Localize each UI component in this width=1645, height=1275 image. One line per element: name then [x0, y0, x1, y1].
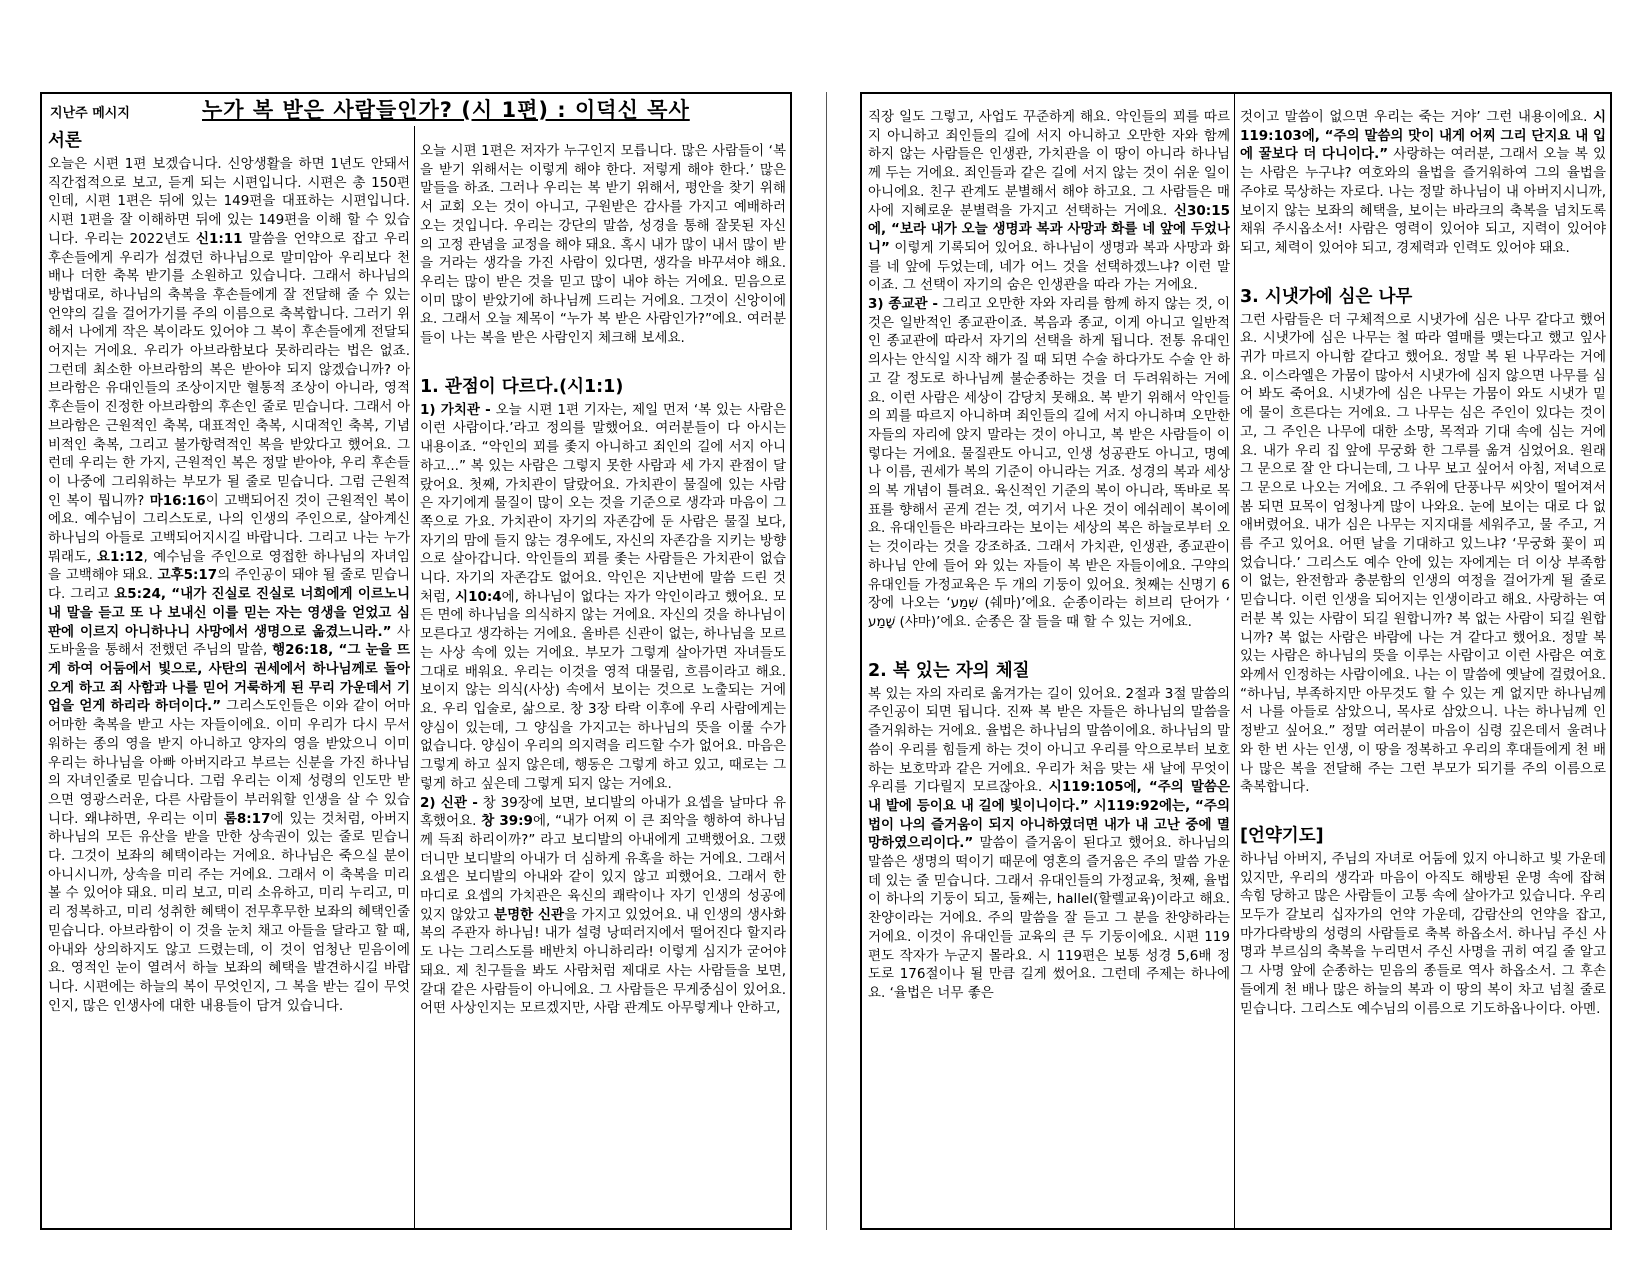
column3-paragraph: 직장 일도 그렇고, 사업도 꾸준하게 해요. 악인들의 꾀를 따르지 아니하고 죄인들의 길에 서지 아니하고 오만한 자와 함께 하지 않는 사람들은 인생관, 가치관을 이 땅이 아니라 하나님께 두는 거에요. 죄인들과 같은 길에 서지 않는 것이 쉬운 일이 아니에요. 친구 관계도 분별해서 해야 하고요. 그 사람들은 매사에 지혜로운 분별력을 가지고 선택하는 거에요. 신30:15에, “보라 내가 오늘 생명과 복과 사망과 화를 네 앞에 두었나니” 이렇게 기록되어 있어요. 하나님이 생명과 복과 사망과 화를 네 앞에 두었는데, 네가 어느 것을 선택하겠느냐? 이런 말이죠. 그 선택이 자기의 숨은 인생관을 따라 가는 거에요.	[868, 109, 1230, 294]
theology-paragraph: 2) 신관 - 창 39장에 보면, 보디발의 아내가 요셉을 날마다 유혹했어요. 창 39:9에, “내가 어찌 이 큰 죄악을 행하여 하나님께 득죄 하리이까?” 라고 보디발의 아내에게 고백했어요. 그랬더니만 보디발의 아내가 더 심하게 유혹을 하는 거에요. 그래서 요셉은 보디발의 아내와 같이 있지 않고 피했어요. 그래서 한 마디로 요셉의 가치관은 육신의 쾌락이나 자기 인생의 성공에 있지 않았고 분명한 신관을 가지고 있었어요. 내 인생의 생사화복의 주관자 하나님! 내가 설령 낭떠러지에서 떨어진다 할지라도 나는 그리스도를 배반치 아니하리라! 이렇게 심지가 굳어야 돼요. 제 친구들을 봐도 사람처럼 제대로 사는 사람들을 보면, 갈대 같은 사람들이 아니에요. 그 사람들은 무게중심이 있어요. 어떤 사상인지는 모르겠지만, 사람 관계도 아무렇게나 안하고,	[420, 794, 786, 1017]
heading-prayer: [언약기도]	[1240, 825, 1324, 846]
left-page	[40, 92, 792, 1230]
column2-intro-paragraph: 오늘 시편 1편은 저자가 누구인지 모릅니다. 많은 사람들이 ‘복을 받기 위해서는 이렇게 해야 한다. 저렇게 해야 한다.’ 많은 말들을 하죠. 그러나 우리는 복 받기 위해서, 평안을 찾기 위해서 교회 오는 것이 아니고, 구원받은 감사를 가지고 예배하러 오는 것입니다. 우리는 강단의 말씀, 성경을 통해 잘못된 자신의 고정 관념을 교정을 해야 돼요. 혹시 내가 많이 내서 많이 받을 거라는 생각을 가진 사람이 있다면, 생각을 바꾸셔야 해요. 우리는 많이 받은 것을 믿고 많이 내야 하는 거에요. 믿음으로 이미 많이 받았기에 하나님께 드리는 거에요. 그것이 신앙이에요. 그래서 오늘 제목이 “누가 복 받은 사람인가?”에요. 여러분들이 나는 복을 받은 사람인지 체크해 보세요.	[420, 143, 786, 347]
heading-section-3: 3. 시냇가에 심은 나무	[1240, 286, 1413, 307]
values-paragraph: 1) 가치관 - 오늘 시편 1편 기자는, 제일 먼저 ‘복 있는 사람은 이런 사람이다.’라고 정의를 말했어요. 여러분들이 다 아시는 내용이죠. “악인의 꾀를 좇지 아니하고 죄인의 길에 서지 아니하고...” 복 있는 사람은 그렇지 못한 사람과 세 가지 관점이 달랐어요. 첫째, 가치관이 달랐어요. 가치관이 물질에 있는 사람은 자기에게 물질이 많이 오는 것을 기준으로 생각과 마음이 그 쪽으로 가요. 가치관이 자기의 자존감에 둔 사람은 물질 보다, 자기의 맘에 들지 않는 경우에도, 자신의 자존감을 지키는 방향으로 살아갑니다. 악인들의 꾀를 좇는 사람들은 가치관이 없습니다. 자기의 자존감도 없어요. 악인은 지난번에 말씀 드린 것처럼, 시10:4에, 하나님이 없다는 자가 악인이라고 했어요. 모든 면에 하나님을 의식하지 않는 거에요. 자신의 것을 하나님이 모른다고 생각하는 거에요. 올바른 신관이 없는, 하나님을 모르는 사상 속에 있는 거에요. 부모가 그렇게 살아가면 자녀들도 그대로 배워요. 우리는 이것을 영적 대물림, 흐름이라고 해요. 보이지 않는 의식(사상) 속에서 보이는 것으로 노출되는 거에요. 우리 입술로, 삶으로. 창 3장 타락 이후에 우리 사람에게는 양심이 있는데, 그 양심을 가지고는 하나님의 뜻을 이룰 수가 없습니다. 양심이 우리의 의지력을 리드할 수가 없어요. 마음은 그렇게 하고 싶지 않은데, 행동은 그렇게 하고 있고, 때로는 그렇게 하고 싶은데 그렇게 되지 않는 거에요.	[420, 401, 786, 792]
intro-paragraph: 오늘은 시편 1편 보겠습니다. 신앙생활을 하면 1년도 안돼서 직간접적으로 보고, 듣게 되는 시편입니다. 시편은 총 150편인데, 시편 1편은 뒤에 있는 149편을 대표하는 시편입니다. 시편 1편을 잘 이해하면 뒤에 있는 149편을 이해 할 수 있습니다. 우리는 2022년도 신1:11 말씀을 언약으로 잡고 우리 후손들에게 우리가 섬겼던 하나님으로 말미암아 우리보다 천 배나 더한 축복 받기를 소원하고 있습니다. 그래서 하나님의 방법대로, 하나님의 축복을 후손들에게 잘 전달해 줄 수 있는 언약의 길을 걸어가기를 주의 이름으로 축복합니다. 그러기 위해서 나에게 작은 복이라도 있어야 그 복이 후손들에게 전달되어지는 거에요. 우리가 아브라함보다 못하리라는 법은 없죠. 그런데 최소한 아브라함의 복은 받아야 되지 않겠습니까? 아브라함은 유대인들의 조상이지만 혈통적 조상이 아니라, 영적 후손들이 진정한 아브라함의 후손인 줄로 믿습니다. 그래서 아브라함은 근원적인 축복, 대표적인 축복, 시대적인 축복, 기념비적인 축복, 그리고 불가항력적인 복을 받았다고 했어요. 그런데 우리는 한 가지, 근원적인 복은 정말 받아야, 우리 후손들이 나중에 그리워하는 부모가 될 줄로 믿습니다. 그럼 근원적인 복이 뭡니까? 마16:16이 고백되어진 것이 근원적인 복이에요. 예수님이 그리스도로, 나의 인생의 주인으로, 살아계신 하나님의 아들로 고백되어지시길 바랍니다. 그리고 나는 누가 뭐래도, 요1:12, 예수님을 주인으로 영접한 하나님의 자녀임을 고백해야 돼요. 고후5:17의 주인공이 돼야 될 줄로 믿습니다. 그리고 요5:24, “내가 진실로 진실로 너희에게 이르노니 내 말을 듣고 또 나 보내신 이를 믿는 자는 영생을 얻었고 심판에 이르지 아니하나니 사망에서 생명으로 옮겼느니라.” 사도바울을 통해서 전했던 주님의 말씀, 행26:18, “그 눈을 뜨게 하여 어둠에서 빛으로, 사탄의 권세에서 하나님께로 돌아오게 하고 죄 사함과 나를 믿어 거룩하게 된 무리 가운데서 기업을 얻게 하리라 하더이다.” 그리스도인들은 이와 같이 어마어마한 축복을 받고 사는 자들이에요. 이미 우리가 다시 무서워하는 종의 영을 받지 아니하고 양자의 영을 받았으니 이미 우리는 하나님을 아빠 아버지라고 부르는 신분을 가진 하나님의 자녀인줄로 믿습니다. 그럼 우리는 이제 성령의 인도만 받으면 영광스러운, 다른 사람들이 부러워할 인생을 살 수 있습니다. 왜냐하면, 우리는 이미 롬8:17에 있는 것처럼, 아버지 하나님의 모든 유산을 받을 만한 상속권이 있는 줄로 믿습니다. 그것이 보좌의 혜택이라는 거에요. 하나님은 죽으실 분이 아니시니까, 상속을 미리 주는 거에요. 그래서 이 축복을 미리 볼 수 있어야 돼요. 미리 보고, 미리 소유하고, 미리 누리고, 미리 정복하고, 미리 성취한 혜택이 전무후무한 보좌의 혜택인줄 믿습니다. 아브라함이 이 것을 눈치 채고 아들을 달라고 할 때, 아내와 상의하지도 않고 드렸는데, 이 것이 엄청난 믿음이에요. 영적인 눈이 열려서 하늘 보좌의 혜택을 발견하시길 바랍니다. 시편에는 하늘의 복이 무엇인지, 그 복을 받는 길이 무엇인지, 많은 인생사에 대한 내용들이 담겨 있습니다.	[48, 156, 410, 1014]
column-1	[48, 130, 410, 1228]
page-divider	[826, 92, 827, 1230]
right-page	[860, 92, 1612, 1230]
heading-section-1: 1. 관점이 다르다.(시1:1)	[420, 376, 624, 397]
heading-section-2: 2. 복 있는 자의 체질	[868, 660, 1030, 681]
column-divider	[414, 126, 415, 1228]
column-3	[868, 108, 1230, 1226]
column4-paragraph: 것이고 말씀이 없으면 우리는 죽는 거야’ 그런 내용이에요. 시119:103에, “주의 말씀의 맛이 내게 어찌 그리 단지요 내 입에 꿀보다 더 다니이다.” 사랑하는 여러분, 그래서 오늘 복 있는 사람은 누구냐? 여호와의 율법을 즐거워하여 그의 율법을 주야로 묵상하는 자로다. 나는 정말 하나님이 내 아버지시니까, 보이지 않는 보좌의 혜택을, 보이는 바라크의 축복을 넘치도록 채워 주시옵소서! 사람은 영력이 있어야 되고, 지력이 있어야 되고, 체력이 있어야 되고, 경제력과 인력도 있어야 돼요.	[1240, 109, 1606, 256]
column-4	[1240, 108, 1606, 1226]
heading-intro: 서론	[48, 131, 82, 151]
column-divider	[1234, 94, 1235, 1228]
bulletin-header	[42, 94, 790, 126]
religion-paragraph: 3) 종교관 - 그리고 오만한 자와 자리를 함께 하지 않는 것, 이것은 일반적인 종교관이죠. 복음과 종교, 이게 아니고 일반적인 종교관에 따라서 자기의 선택을 하게 됩니다. 전통 유대인 의사는 안식일 시작 해가 질 때 되면 수술 하다가도 수술 안 하고 갈 정도로 하나님께 불순종하는 것을 더 두려워하는 거에요. 이런 사람은 세상이 감당치 못해요. 복 받기 위해서 악인들의 꾀를 따르지 아니하며 죄인들의 길에 서지 아니하며 오만한 자들의 자리에 앉지 말라는 것이 아니고, 복 받은 사람들이 이렇다는 거에요. 물질관도 아니고, 인생 성공관도 아니고, 명예나 이름, 권세가 복의 기준이 아니라는 거죠. 성경의 복과 세상의 복 개념이 틀려요. 육신적인 기준의 복이 아니라, 똑바로 목표를 향해서 곧게 걷는 것, 여기서 나온 것이 에쉬레이 복이에요. 유대인들은 바라크라는 보이는 세상의 복은 하늘로부터 오는 것이라는 것을 강조하죠. 그래서 가치관, 인생관, 종교관이 하나님 안에 들어 와 있는 자들이 복 받은 자들이에요. 구약의 유대인들 가정교육은 두 개의 기둥이 있어요. 첫째는 신명기 6장에 나오는 ‘שְׁמַע (쉐마)’에요. 순종이라는 히브리 단어가 ‘ שָׁמַע (샤마)’에요. 순종은 잘 들을 때 할 수 있는 거에요.	[868, 296, 1230, 630]
tree-paragraph: 그런 사람들은 더 구체적으로 시냇가에 심은 나무 같다고 했어요. 시냇가에 심은 나무는 철 따라 열매를 맺는다고 했고 잎사귀가 마르지 아니함 같다고 했어요. 정말 복 된 나무라는 거에요. 이스라엘은 가뭄이 많아서 시냇가에 심지 않으면 나무를 심어 봐도 죽어요. 시냇가에 심은 나무는 가뭄이 와도 시냇가 밑에 물이 흐른다는 거에요. 그 나무는 심은 주인이 있다는 것이고, 그 주인은 나무에 대한 소망, 목적과 기대 속에 심는 거에요. 내가 우리 집 앞에 무궁화 한 그루를 옮겨 심었어요. 원래 그 문으로 잘 안 다니는데, 그 나무 보고 싶어서 아침, 저녁으로 그 문으로 나오는 거에요. 그 주위에 단풍나무 씨앗이 떨어져서 봄 되면 묘목이 엄청나게 많이 나와요. 눈에 보이는 대로 다 없애버렸어요. 내가 심은 나무는 지지대를 세워주고, 물 주고, 거름 주고 있어요. 어떤 날을 기대하고 있느냐? ‘무궁화 꽃이 피었습니다.’ 그리스도 예수 안에 있는 자에게는 더 이상 부족함이 없는, 완전함과 충분함의 인생의 여정을 걸어가게 될 줄로 믿습니다. 이런 인생을 되어지는 인생이라고 해요. 사랑하는 여러분 복 있는 사람이 되길 원합니까? 복 없는 사람이 되길 원합니까? 복 없는 사람은 바람에 나는 겨 같다고 했어요. 정말 복 있는 사람은 하나님의 뜻을 이루는 사람이고 이런 사람은 여호와께서 인정하는 사람이에요. 나는 이 말씀에 옛날에 걸렸어요. “하나님, 부족하지만 아무것도 할 수 있는 게 없지만 하나님께서 나를 아들로 삼았으니, 목사로 삼았으니. 나는 하나님께 인정받고 싶어요.” 정말 여러분이 마음이 심령 깊은데서 울려나와 한 번 사는 인생, 이 땅을 정복하고 우리의 후대들에게 천 배나 많은 복을 전달해 주는 그런 부모가 되기를 주의 이름으로 축복합니다.	[1240, 311, 1606, 796]
column-2	[420, 142, 786, 1228]
sermon-title: 누가 복 받은 사람들인가? (시 1편) : 이덕신 목사	[202, 98, 690, 122]
constitution-paragraph: 복 있는 자의 자리로 옮겨가는 길이 있어요. 2절과 3절 말씀의 주인공이 되면 됩니다. 진짜 복 받은 자들은 하나님의 말씀을 즐거워하는 거에요. 율법은 하나님의 말씀이에요. 하나님의 말씀이 우리를 힘들게 하는 것이 아니고 우리를 악으로부터 보호하는 보호막과 같은 거에요. 우리가 처음 맞는 새 날에 무엇이 우리를 기다릴지 모르잖아요. 시119:105에, “주의 말씀은 내 발에 등이요 내 길에 빛이니이다.” 시119:92에는, “주의 법이 나의 즐거움이 되지 아니하였더면 내가 내 고난 중에 멸망하였으리이다.” 말씀이 즐거움이 된다고 했어요. 하나님의 말씀은 생명의 떡이기 때문에 영혼의 즐거움은 주의 말씀 가운데 있는 줄 믿습니다. 그래서 유대인들의 가정교육, 첫째, 율법이 하나의 기둥이 되고, 둘째는, hallel(할렐교육)이라고 해요. 찬양이라는 거에요. 주의 말씀을 잘 듣고 그 분을 찬양하라는 거에요. 이것이 유대인들 교육의 큰 두 기둥이에요. 시편 119편도 작자가 누군지 몰라요. 시 119편은 보통 성경 5,6배 정도로 176절이나 될 만큼 길게 썼어요. 그런데 주제는 하나에요. ‘율법은 너무 좋은	[868, 685, 1230, 1001]
section-label: 지난주 메시지	[50, 106, 130, 121]
prayer-paragraph: 하나님 아버지, 주님의 자녀로 어둠에 있지 아니하고 빛 가운데 있지만, 우리의 생각과 마음이 아직도 해방된 운명 속에 잡혀 속힘 당하고 많은 사람들이 고통 속에 살아가고 있습니다. 우리 모두가 갈보리 십자가의 언약 가운데, 감람산의 언약을 잡고, 마가다락방의 성령의 사람들로 축복 하옵소서. 하나님 주신 사명과 부르심의 축복을 누리면서 주신 사명을 귀히 여길 줄 알고 그 사명 앞에 순종하는 믿음의 종들로 역사 하옵소서. 그 후손들에게 천 배나 많은 하늘의 복과 이 땅의 복이 차고 넘칠 줄로 믿습니다. 그리스도 예수님의 이름으로 기도하옵나이다. 아멘.	[1240, 850, 1606, 1017]
